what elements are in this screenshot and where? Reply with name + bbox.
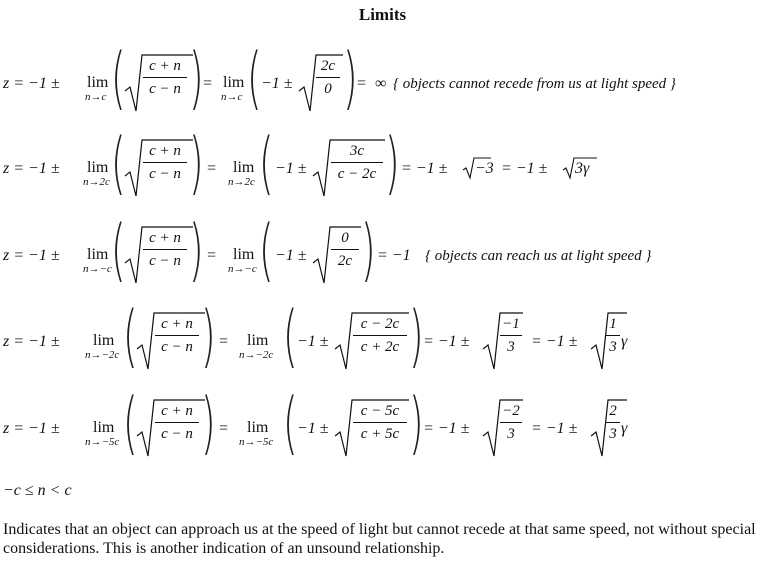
- equals-term: = −1 ±: [531, 420, 578, 437]
- equals-sign: =: [203, 75, 213, 92]
- equals-sign: =: [219, 333, 229, 350]
- equals-term: = −1 ±: [423, 333, 470, 350]
- limit-subscript: n→−2c: [85, 349, 120, 361]
- limit-subscript: n→−5c: [239, 436, 274, 448]
- equation-1: [3, 39, 765, 125]
- equation-4: [3, 297, 765, 383]
- equation-3: [3, 211, 765, 297]
- limit-operator: lim: [87, 159, 109, 176]
- equation-note: { objects can reach us at light speed }: [425, 248, 652, 264]
- fraction: 0 2c: [331, 229, 359, 270]
- equation-lhs: z = −1 ±: [3, 75, 60, 92]
- domain-condition: −c ≤ n < c: [3, 482, 72, 499]
- fraction: −1 3: [500, 315, 522, 356]
- gamma-symbol: γ: [621, 420, 628, 437]
- right-paren: ): [189, 39, 204, 118]
- limit-subscript: n→−5c: [85, 436, 120, 448]
- limit-operator: lim: [87, 246, 109, 263]
- fraction: 2c 0: [316, 57, 340, 98]
- equation-note: { objects cannot recede from us at light speed }: [393, 76, 676, 92]
- inner-term: −1 ±: [275, 160, 307, 177]
- radicand: 3γ: [575, 160, 590, 177]
- right-paren: ): [409, 297, 424, 376]
- right-paren: ): [201, 384, 216, 463]
- fraction: c + n c − n: [155, 315, 199, 356]
- limit-operator: lim: [233, 246, 255, 263]
- left-paren: (: [111, 39, 126, 118]
- limit-subscript: n→c: [221, 91, 243, 103]
- equation-5: [3, 384, 765, 470]
- equals-sign: =: [219, 420, 229, 437]
- right-paren: ): [343, 39, 358, 118]
- limit-operator: lim: [93, 332, 115, 349]
- equals-term: = −1 ±: [423, 420, 470, 437]
- limit-subscript: n→−c: [83, 263, 112, 275]
- fraction: c + n c − n: [143, 142, 187, 183]
- equals-sign: =: [207, 160, 217, 177]
- equation-lhs: z = −1 ±: [3, 333, 60, 350]
- limit-operator: lim: [87, 74, 109, 91]
- equals-term: = −1: [377, 247, 411, 264]
- fraction: c − 2c c + 2c: [353, 315, 407, 356]
- inner-term: −1 ±: [261, 75, 293, 92]
- fraction: c + n c − n: [143, 229, 187, 270]
- left-paren: (: [247, 39, 262, 118]
- right-paren: ): [189, 124, 204, 203]
- limit-operator: lim: [233, 159, 255, 176]
- left-paren: (: [123, 297, 138, 376]
- equals-term: = −1 ±: [401, 160, 448, 177]
- inner-term: −1 ±: [297, 333, 329, 350]
- right-paren: ): [385, 124, 400, 203]
- fraction: 2 3: [606, 402, 620, 443]
- limit-operator: lim: [247, 332, 269, 349]
- limit-operator: lim: [223, 74, 245, 91]
- fraction: c + n c − n: [143, 57, 187, 98]
- fraction: −2 3: [500, 402, 522, 443]
- fraction: 3c c − 2c: [331, 142, 383, 183]
- page-title: Limits: [358, 5, 407, 24]
- right-paren: ): [361, 211, 376, 290]
- equals-term: = −1 ±: [531, 333, 578, 350]
- limit-subscript: n→−2c: [239, 349, 274, 361]
- left-paren: (: [283, 384, 298, 463]
- fraction: c − 5c c + 5c: [353, 402, 407, 443]
- equation-2: [3, 124, 765, 210]
- equation-lhs: z = −1 ±: [3, 160, 60, 177]
- limit-operator: lim: [93, 419, 115, 436]
- equation-lhs: z = −1 ±: [3, 247, 60, 264]
- inner-term: −1 ±: [297, 420, 329, 437]
- result-value: ∞: [375, 75, 387, 92]
- equals-term: = −1 ±: [501, 160, 548, 177]
- left-paren: (: [111, 211, 126, 290]
- right-paren: ): [409, 384, 424, 463]
- left-paren: (: [111, 124, 126, 203]
- limit-subscript: n→2c: [83, 176, 110, 188]
- fraction: 1 3: [606, 315, 620, 356]
- right-paren: ): [189, 211, 204, 290]
- limit-subscript: n→−c: [228, 263, 257, 275]
- limit-subscript: n→2c: [228, 176, 255, 188]
- equals-sign: =: [207, 247, 217, 264]
- limit-subscript: n→c: [85, 91, 107, 103]
- left-paren: (: [123, 384, 138, 463]
- radicand: −3: [475, 160, 494, 177]
- inner-term: −1 ±: [275, 247, 307, 264]
- right-paren: ): [201, 297, 216, 376]
- left-paren: (: [259, 124, 274, 203]
- fraction: c + n c − n: [155, 402, 199, 443]
- gamma-symbol: γ: [621, 333, 628, 350]
- left-paren: (: [259, 211, 274, 290]
- left-paren: (: [283, 297, 298, 376]
- explanatory-paragraph: Indicates that an object can approach us at the speed of light but cannot recede at that same speed, not without special considerations. This is another indication of an unsound relationship.: [3, 521, 756, 557]
- equals-sign: =: [357, 75, 367, 92]
- equation-lhs: z = −1 ±: [3, 420, 60, 437]
- limit-operator: lim: [247, 419, 269, 436]
